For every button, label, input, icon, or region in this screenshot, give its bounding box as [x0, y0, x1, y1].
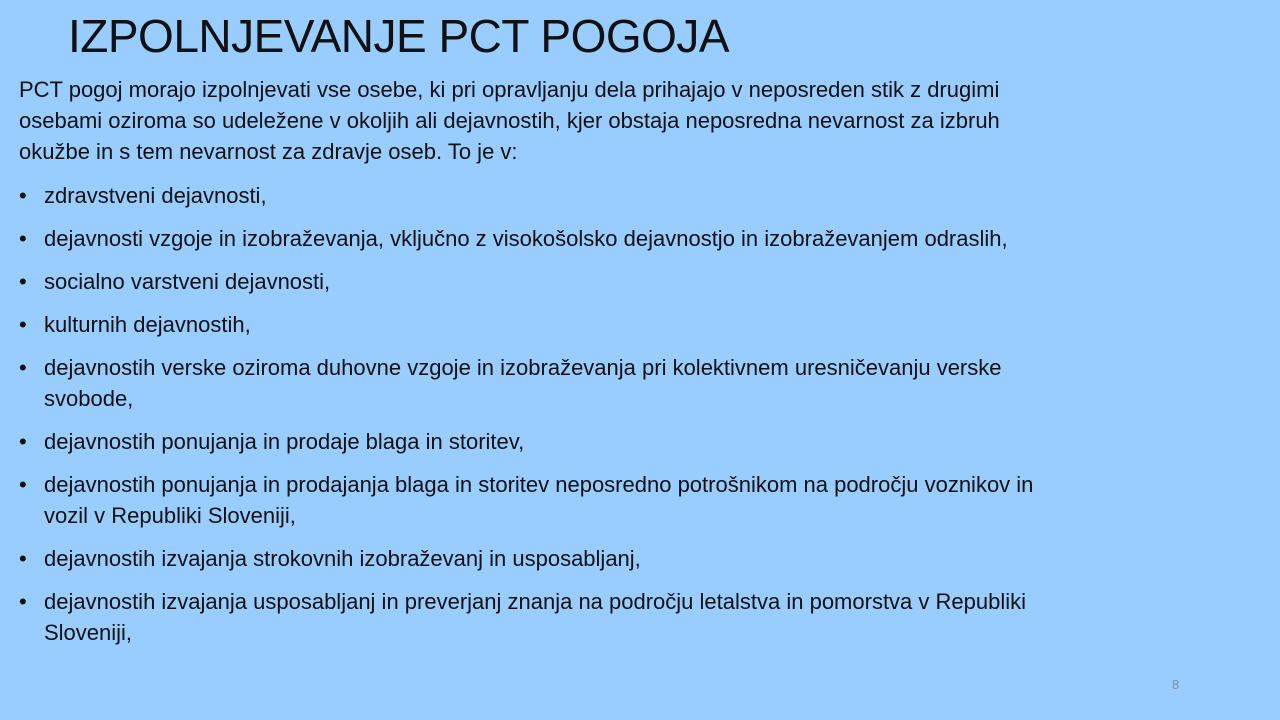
- list-item: [19, 586, 1059, 648]
- list-item-text: dejavnostih izvajanja usposabljanj in preverjanj znanja na področju letalstva in pomorstva v Republiki Sloveniji,: [44, 589, 1027, 645]
- bullet-icon: •: [19, 472, 27, 497]
- list-item: [19, 426, 1059, 457]
- list-item: [19, 266, 1059, 297]
- bullet-icon: •: [19, 226, 27, 251]
- list-item-text: dejavnostih verske oziroma duhovne vzgoje in izobraževanja pri kolektivnem uresničevanju verske svobode,: [44, 355, 1002, 411]
- list-item: [19, 543, 1059, 574]
- list-item-text: dejavnostih izvajanja strokovnih izobraževanj in usposabljanj,: [44, 546, 641, 571]
- list-item: [19, 180, 1059, 211]
- bullet-icon: •: [19, 312, 27, 337]
- bullet-icon: •: [19, 589, 27, 614]
- list-item-text: dejavnostih ponujanja in prodaje blaga in storitev,: [44, 429, 525, 454]
- list-item: [19, 352, 1059, 414]
- list-item-text: dejavnostih ponujanja in prodajanja blaga in storitev neposredno potrošnikom na področju voznikov in vozil v Republiki Sloveniji,: [44, 472, 1034, 528]
- page-number: 8: [1172, 677, 1180, 692]
- bullet-icon: •: [19, 269, 27, 294]
- list-item-text: zdravstveni dejavnosti,: [44, 183, 267, 208]
- list-item-text: socialno varstveni dejavnosti,: [44, 269, 331, 294]
- bullet-icon: •: [19, 546, 27, 571]
- bullet-list: [19, 180, 1059, 660]
- slide-title: IZPOLNJEVANJE PCT POGOJA: [68, 10, 730, 62]
- list-item: [19, 469, 1059, 531]
- list-item: [19, 223, 1059, 254]
- bullet-icon: •: [19, 429, 27, 454]
- bullet-icon: •: [19, 183, 27, 208]
- list-item-text: kulturnih dejavnostih,: [44, 312, 251, 337]
- intro-paragraph: PCT pogoj morajo izpolnjevati vse osebe, ki pri opravljanju dela prihajajo v neposreden stik z drugimi osebami oziroma so udeležene v okoljih ali dejavnostih, kjer obstaja neposredna nevarnost za izbruh okužbe in s tem nevarnost za zdravje oseb. To je v:: [19, 77, 1000, 164]
- list-item-text: dejavnosti vzgoje in izobraževanja, vključno z visokošolsko dejavnostjo in izobraževanjem odraslih,: [44, 226, 1008, 251]
- bullet-icon: •: [19, 355, 27, 380]
- list-item: [19, 309, 1059, 340]
